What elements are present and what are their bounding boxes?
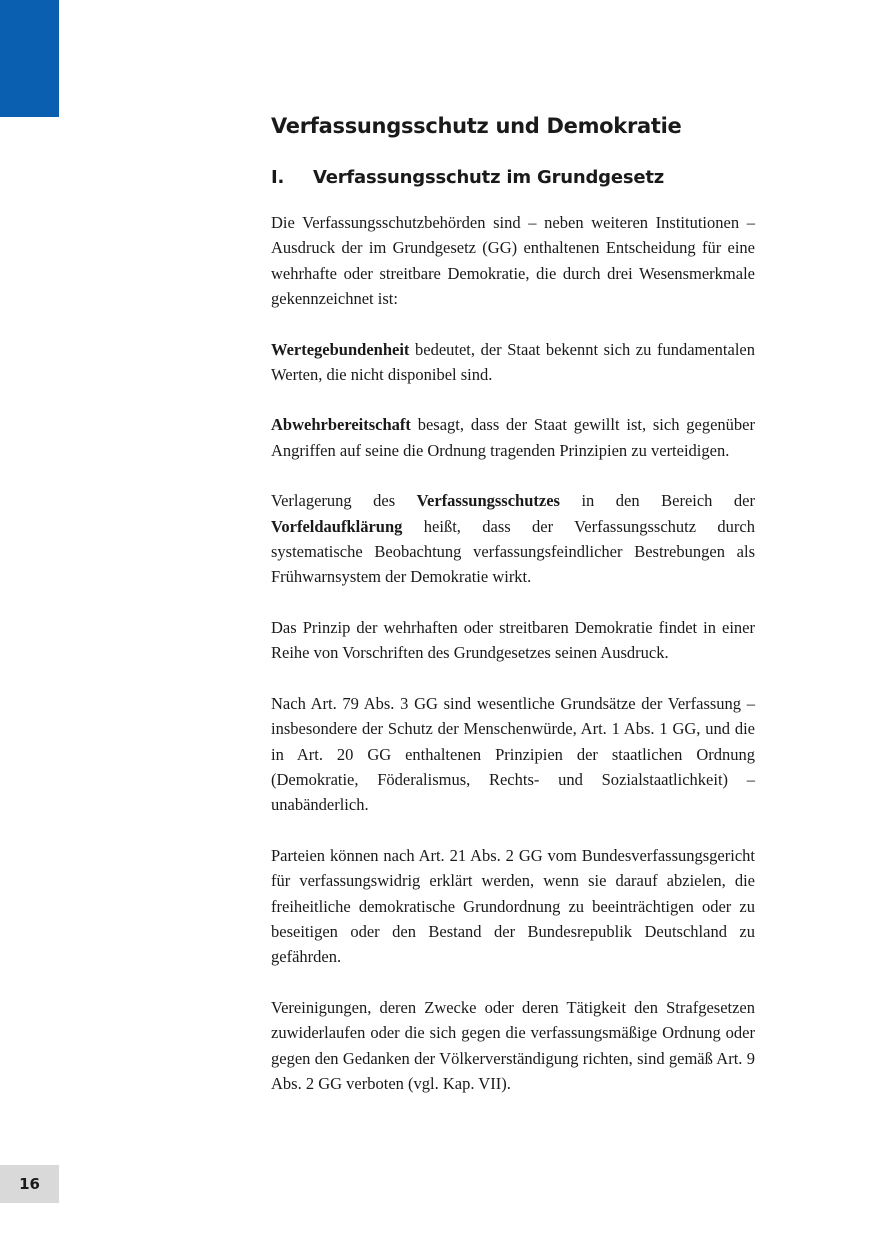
term-verfassungsschutzes: Verfassungsschutzes	[416, 491, 560, 511]
page-number: 16	[19, 1175, 40, 1193]
section-heading	[271, 163, 755, 193]
section-title: Verfassungsschutz im Grundgesetz	[313, 167, 665, 188]
paragraph-text: besagt, dass der Staat gewillt ist, sich gegenüber Angriffen auf seine die Ordnung tragenden Prinzipien zu verteidigen.	[271, 415, 755, 460]
paragraph-text: Verlagerung des	[271, 491, 417, 511]
chapter-color-tab	[0, 0, 59, 117]
paragraph-text: heißt, dass der Verfassungsschutz durch systematische Beobachtung verfassungsfeindlicher Bestrebungen als Frühwarnsystem der Demokratie wirkt.	[271, 516, 755, 587]
paragraph-wertegebundenheit	[271, 337, 755, 388]
paragraph-vorfeldaufklaerung	[271, 488, 755, 590]
term-abwehrbereitschaft: Abwehrbereitschaft	[271, 415, 411, 435]
paragraph-abwehrbereitschaft	[271, 412, 755, 463]
paragraph-art-79: Nach Art. 79 Abs. 3 GG sind wesentliche Grundsätze der Verfassung – insbesondere der Schutz der Menschenwürde, Art. 1 Abs. 1 GG, und die in Art. 20 GG enthaltenen Prinzipien der staatlichen Ordnung (Demokratie, Föderalismus, Rechts- und Sozialstaatlichkeit) – unabänderlich.	[271, 693, 755, 815]
section-number: I.	[271, 167, 285, 188]
paragraph-text: bedeutet, der Staat bekennt sich zu fundamentalen Werten, die nicht disponibel sind.	[271, 339, 755, 385]
term-vorfeldaufklaerung: Vorfeldaufklärung	[271, 516, 403, 536]
paragraph-intro: Die Verfassungsschutzbehörden sind – neben weiteren Institutionen – Ausdruck der im Grundgesetz (GG) enthaltenen Entscheidung für eine wehrhafte oder streitbare Demokratie, die durch drei Wesensmerkmale gekennzeichnet ist:	[271, 213, 755, 309]
main-content	[271, 108, 755, 1096]
chapter-title: Verfassungsschutz und Demokratie	[271, 114, 682, 138]
term-wertegebundenheit: Wertegebundenheit	[271, 339, 410, 359]
paragraph-text: in den Bereich der	[559, 491, 755, 511]
paragraph-art-21: Parteien können nach Art. 21 Abs. 2 GG vom Bundesverfassungsgericht für verfassungswidrig erklärt werden, wenn sie darauf abzielen, die freiheitliche demokratische Grundordnung zu beeinträchtigen oder zu beseitigen oder den Bestand der Bundesrepublik Deutschland zu gefährden.	[271, 845, 755, 967]
page-number-box	[0, 1165, 59, 1203]
paragraph-prinzip: Das Prinzip der wehrhaften oder streitbaren Demokratie findet in einer Reihe von Vorschriften des Grundgesetzes seinen Ausdruck.	[271, 617, 755, 663]
paragraph-art-9: Vereinigungen, deren Zwecke oder deren Tätigkeit den Strafgesetzen zuwiderlaufen oder die sich gegen die verfassungsmäßige Ordnung oder gegen den Gedanken der Völkerverständigung richten, sind gemäß Art. 9 Abs. 2 GG verboten (vgl. Kap. VII).	[271, 997, 755, 1093]
